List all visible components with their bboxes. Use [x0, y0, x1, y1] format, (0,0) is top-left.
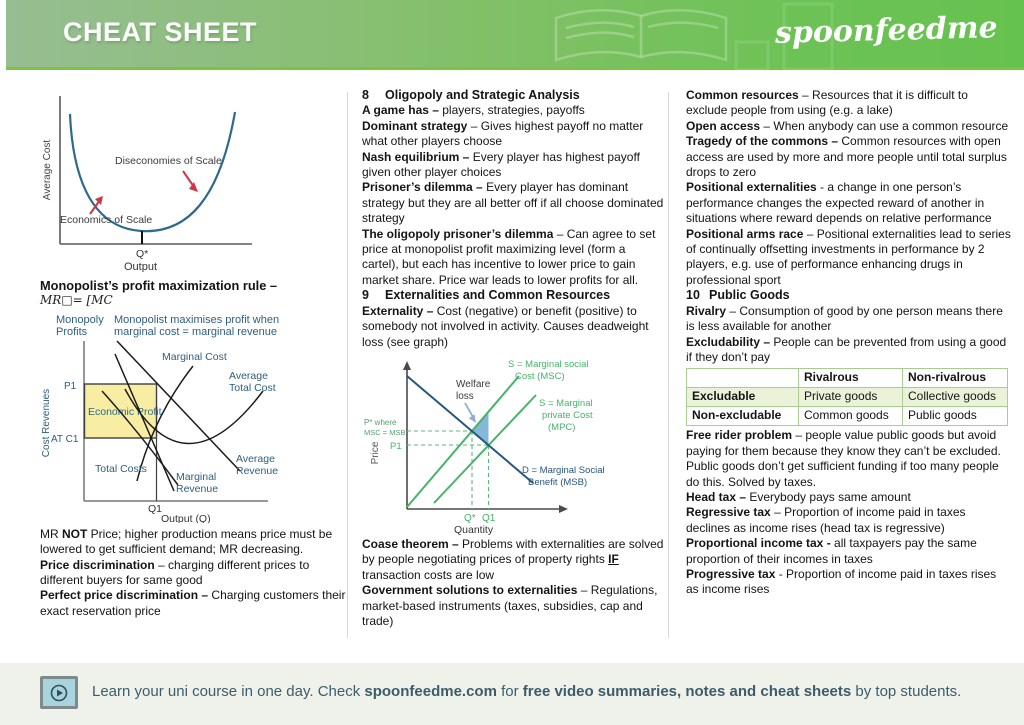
page-title: CHEAT SHEET — [63, 17, 258, 47]
msb-label: Benefit (MSB) — [528, 476, 588, 488]
text-segment: People can be prevented from using a good if they don’t pay — [686, 334, 1007, 364]
text-segment: Nash equilibrium – — [362, 149, 470, 164]
text-segment: The oligopoly prisoner’s dilemma — [362, 226, 554, 241]
x-axis-label: Output (Q) — [161, 512, 211, 523]
rule-heading: Monopolist’s profit maximization rule – — [40, 278, 277, 293]
footer-message — [92, 683, 961, 700]
paragraph — [686, 335, 1012, 366]
text-segment: Problems with externalities are solved by people negotiating prices of property rights — [362, 536, 664, 567]
paragraph — [40, 588, 346, 619]
definitions-block — [362, 103, 664, 288]
table-header-row — [687, 369, 1008, 388]
text-segment: Charging customers their exact reservation price — [40, 588, 346, 618]
table-cell: Private goods — [799, 388, 903, 407]
text-segment: - a change in one person’s performance changes the expected reward of another in situations where reward depends on relative performance — [686, 180, 992, 226]
text-segment: Regressive tax — [686, 505, 771, 520]
table-header-cell: Non-rivalrous — [903, 369, 1008, 388]
average-revenue-label: Revenue — [236, 464, 279, 477]
paragraph — [686, 88, 1012, 119]
diseconomies-label: Diseconomies of Scale — [115, 155, 222, 167]
text-segment: Rivalry — [686, 303, 727, 318]
text-segment: Dominant strategy — [362, 118, 468, 133]
text-segment: A game has – — [362, 103, 439, 118]
paragraph — [362, 583, 664, 629]
definitions-block — [362, 537, 664, 629]
y-axis-label: Cost Revenues — [41, 388, 52, 457]
rule-formula: MR□= [MC — [40, 293, 113, 308]
average-revenue-label: Average — [236, 452, 275, 465]
spoonfeedme-logo: spoonfeedme — [774, 10, 999, 51]
text-segment: Cost (negative) or benefit (positive) to somebody not involved in activity. Causes deadweight loss (see graph) — [362, 303, 649, 349]
text-segment: Government solutions to externalities — [362, 583, 578, 598]
paragraph — [686, 119, 1012, 134]
table-cell: Collective goods — [903, 388, 1008, 407]
p-star-tick: MSC = MSB — [364, 427, 406, 437]
paragraph — [362, 227, 664, 289]
text-segment: by top students. — [851, 683, 962, 700]
section-heading-10 — [686, 288, 1012, 303]
paragraph — [686, 428, 1012, 490]
average-total-cost-label: Average — [229, 369, 268, 382]
text-segment: Progressive tax — [686, 566, 776, 581]
marginal-cost-label: Marginal Cost — [162, 350, 227, 363]
welfare-loss-label: loss — [456, 390, 474, 402]
column-divider — [347, 92, 348, 638]
definitions-block — [686, 304, 1012, 366]
paragraph — [686, 304, 1012, 335]
welfare-loss-label: Welfare — [456, 378, 491, 390]
p1-tick: P1 — [390, 440, 402, 452]
paragraph — [686, 490, 1012, 505]
text-segment: Everybody pays same amount — [746, 489, 911, 504]
text-segment: Price; higher production means price must be lowered to get sufficient demand; MR decreasing. — [40, 526, 333, 557]
text-segment: Excludability – — [686, 334, 771, 349]
x-axis-label: Quantity — [454, 523, 494, 535]
x-axis-label: Output — [124, 261, 158, 272]
video-player-icon — [40, 676, 78, 709]
paragraph — [362, 180, 664, 226]
text-segment: Perfect price discrimination – — [40, 588, 209, 603]
y-axis-label: Price — [370, 441, 381, 465]
externality-welfare-loss-diagram — [362, 353, 662, 535]
text-segment: Tragedy of the commons – — [686, 134, 839, 149]
text-segment: all taxpayers pay the same proportion of their incomes in taxes — [686, 536, 977, 566]
section-title: Externalities and Common Resources — [385, 288, 611, 303]
text-segment: Head tax – — [686, 489, 747, 504]
text-segment: – Consumption of good by one person means there is less available for another — [686, 303, 1003, 334]
text-segment: – people value public goods but avoid paying for them because they know they can’t be excluded. Public goods don’t get sufficient funding if too many people do this. Solved by taxes. — [686, 428, 1001, 489]
section-number: 8 — [362, 88, 369, 102]
column-left — [40, 88, 346, 619]
text-segment: IF — [608, 552, 619, 567]
paragraph — [686, 134, 1012, 180]
text-segment: Price discrimination — [40, 557, 155, 572]
definitions-block — [686, 88, 1012, 288]
total-costs-label: Total Costs — [95, 462, 147, 475]
paragraph — [362, 304, 664, 350]
text-segment: Externality – — [362, 303, 434, 318]
text-segment: Coase theorem – — [362, 536, 459, 551]
text-segment: spoonfeedme.com — [364, 683, 497, 700]
paragraph — [362, 150, 664, 181]
section-number: 10 — [686, 288, 700, 303]
paragraph — [362, 537, 664, 583]
text-segment: Prisoner’s dilemma – — [362, 180, 483, 195]
text-segment: Positional externalities — [686, 180, 817, 195]
text-segment: Proportional income tax - — [686, 536, 831, 551]
paragraph — [362, 103, 664, 118]
p-star-tick: P* where — [364, 417, 397, 427]
text-segment: Common resources with open access are used by more and more people until total surplus drops to zero — [686, 134, 1007, 180]
paragraph — [686, 505, 1012, 536]
text-segment: NOT — [62, 526, 88, 541]
q-star-tick: Q* — [464, 512, 476, 524]
text-segment: for — [496, 683, 523, 700]
q1-tick: Q1 — [482, 512, 496, 524]
text-segment: Open access — [686, 118, 761, 133]
mpc-label: private Cost — [542, 409, 593, 421]
text-segment: – Can agree to set price at monopolist profit maximizing level (form a cartel), but each has incentive to lower price to gain market share. Price war leads to lower profits for all. — [362, 226, 656, 287]
text-segment: Every player has dominant strategy but they are all better off if all choose dominated strategy — [362, 180, 664, 226]
table-cell: Public goods — [903, 407, 1008, 426]
paragraph — [362, 119, 664, 150]
y-axis-label: Average Cost — [42, 139, 53, 201]
arrow-icon — [189, 182, 198, 192]
section-title: Public Goods — [709, 288, 790, 303]
mpc-label: (MPC) — [548, 421, 576, 433]
q-star-tick: Q* — [136, 248, 149, 260]
text-segment: free video summaries, notes and cheat sheets — [522, 683, 852, 700]
column-middle — [362, 88, 664, 629]
table-header-cell: Rivalrous — [799, 369, 903, 388]
text-segment: Positional arms race — [686, 226, 804, 241]
msc-label: S = Marginal social — [508, 358, 589, 370]
text-segment: – When anybody can use a common resource — [760, 118, 1009, 133]
paragraph — [686, 567, 1012, 598]
goods-classification-table — [686, 368, 1008, 426]
q1-tick: Q1 — [148, 502, 163, 515]
monopoly-profit-diagram — [40, 311, 340, 523]
p1-tick: P1 — [64, 380, 77, 392]
average-total-cost-label: Total Cost — [229, 381, 276, 394]
paragraph — [686, 227, 1012, 289]
definitions-block — [40, 527, 346, 619]
atc1-tick: AT C1 — [51, 433, 79, 445]
text-segment: Every player has highest payoff given other player choices — [362, 149, 640, 180]
text-segment: transaction costs are low — [362, 567, 495, 582]
footer-bar — [0, 663, 1024, 725]
text-segment: – Resources that it is difficult to exclude people from using (e.g. a lake) — [686, 88, 968, 118]
table-cell: Non-excludable — [687, 407, 799, 426]
diagram-title: Monopoly — [56, 313, 104, 326]
section-number: 9 — [362, 288, 369, 303]
definitions-block — [362, 304, 664, 350]
text-segment: MR — [40, 526, 62, 541]
msb-label: D = Marginal Social — [522, 464, 605, 476]
mpc-label: S = Marginal — [539, 397, 593, 409]
section-heading-9 — [362, 288, 664, 303]
average-cost-diagram — [40, 88, 340, 272]
header-banner — [6, 0, 1024, 70]
marginal-revenue-label: Revenue — [176, 482, 219, 495]
diagram-title: Profits — [56, 325, 88, 338]
text-segment: players, strategies, payoffs — [438, 103, 585, 118]
play-icon — [48, 682, 70, 704]
column-divider — [668, 92, 669, 638]
economic-profit-label: Economic Profit — [88, 405, 162, 418]
column-right — [686, 88, 1012, 598]
diagram-note: Monopolist maximises profit when — [114, 313, 280, 326]
section-heading-8 — [362, 88, 664, 103]
paragraph — [40, 527, 346, 558]
table-row — [687, 388, 1008, 407]
text-segment: Free rider problem — [686, 428, 793, 443]
table-cell: Common goods — [799, 407, 903, 426]
paragraph — [40, 558, 346, 589]
table-header-cell — [687, 369, 799, 388]
text-segment: - Proportion of income paid in taxes rises as income rises — [686, 566, 997, 597]
diagram-note: marginal cost = marginal revenue — [114, 325, 277, 338]
text-segment: – charging different prices to different buyers for same good — [40, 557, 310, 588]
economies-label: Economics of Scale — [60, 214, 153, 226]
text-segment: – Positional externalities lead to series of continually offsetting investments in performance by 2 players, e.g. use of performance enhancing drugs in professional sport — [686, 226, 1011, 287]
msc-label: Cost (MSC) — [515, 370, 565, 382]
text-segment: – Proportion of income paid in taxes declines as income rises (head tax is regressive) — [686, 505, 966, 535]
paragraph — [686, 536, 1012, 567]
paragraph — [686, 180, 1012, 226]
table-cell: Excludable — [687, 388, 799, 407]
text-segment: Common resources — [686, 88, 799, 102]
text-segment: – Regulations, market-based instruments (taxes, subsidies, cap and trade) — [362, 583, 658, 628]
marginal-revenue-label: Marginal — [176, 470, 217, 483]
text-segment: – Gives highest payoff no matter what other players choose — [362, 118, 644, 149]
section-title: Oligopoly and Strategic Analysis — [385, 88, 580, 102]
paragraph — [92, 683, 961, 700]
text-segment: Learn your uni course in one day. Check — [92, 683, 365, 700]
table-row — [687, 407, 1008, 426]
definitions-block — [686, 428, 1012, 597]
